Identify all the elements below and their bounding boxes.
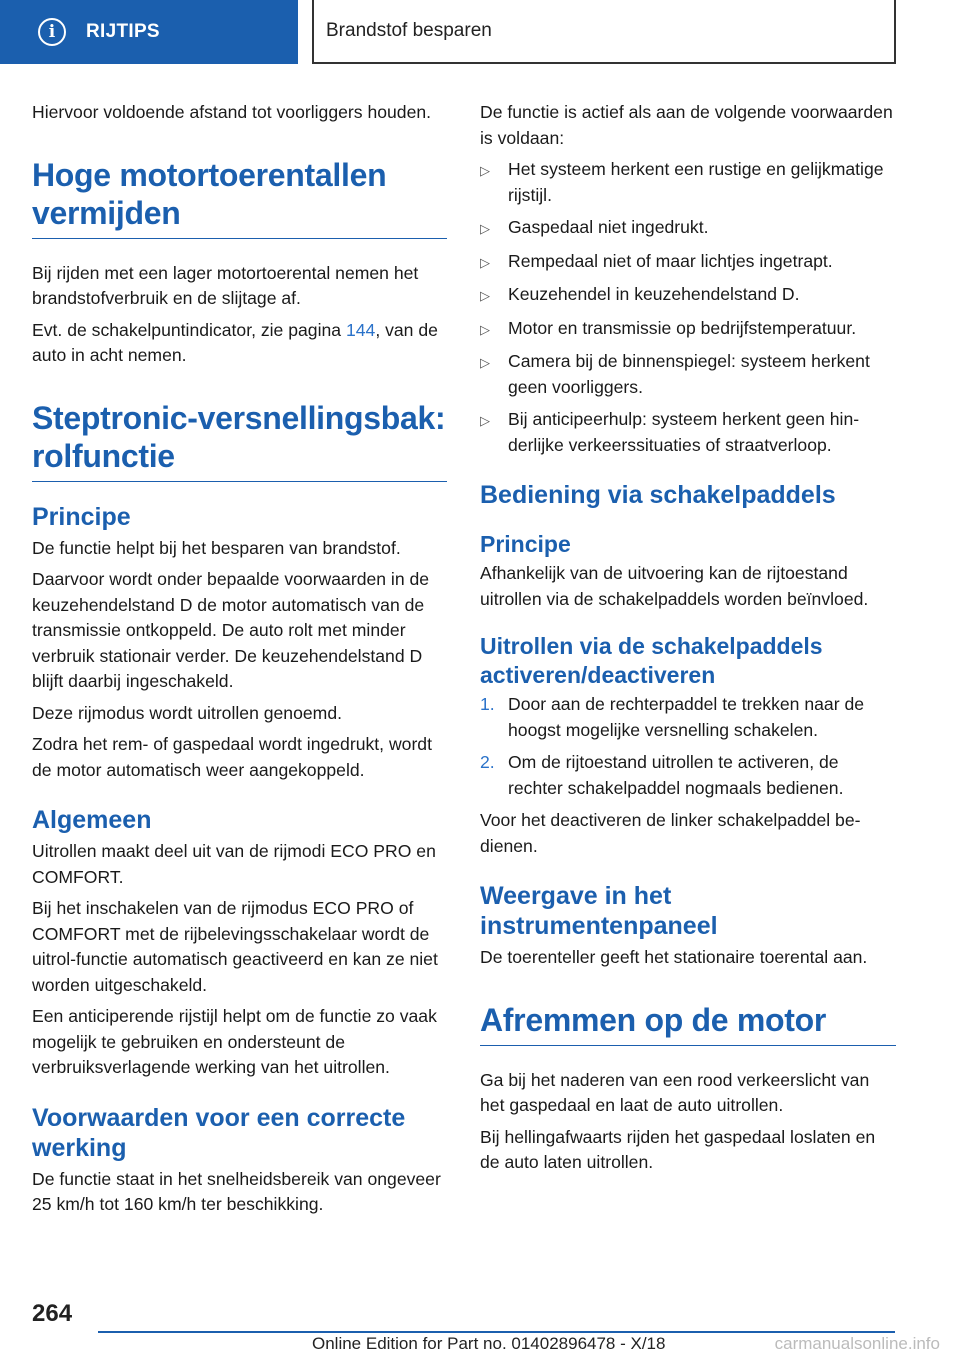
heading-afremmen: Afremmen op de motor <box>480 1001 896 1046</box>
paragraph: Zodra het rem- of gaspedaal wordt ingedrukt, wordt de motor automatisch weer aangekoppeld. <box>32 734 432 780</box>
list-item: ▷ Rempedaal niet of maar lichtjes ingetrapt. <box>480 249 896 276</box>
list-item: ▷ Motor en transmissie op bedrijfstemperatuur. <box>480 316 896 343</box>
paragraph: Daarvoor wordt onder bepaalde voorwaarden in de keuzehendelstand D de motor automatisch van de transmissie ontkoppeld. De auto rolt met minder verbruik stationair verder. De keuzehendelstand D blijft daarbij ingeschakeld. <box>32 569 430 691</box>
triangle-right-icon: ▷ <box>480 413 490 428</box>
edition-text: Online Edition for Part no. 01402896478 - X/18 <box>312 1334 666 1353</box>
paragraph: Bij het inschakelen van de rijmodus ECO PRO of COMFORT met de rijbelevingsschakelaar wordt de uitrol-functie automatisch geactiveerd en kan ze niet worden uitgeschakeld. <box>32 898 438 995</box>
footer-divider <box>98 1331 895 1333</box>
page-link-144[interactable]: 144 <box>345 319 376 340</box>
paragraph: Hiervoor voldoende afstand tot voorliggers houden. <box>32 102 432 122</box>
left-column <box>32 100 447 1224</box>
paragraph: Deze rijmodus wordt uitrollen genoemd. <box>32 702 342 723</box>
heading-high-rpm: Hoge motortoerentallen vermijden <box>32 156 447 239</box>
paragraph: Ga bij het naderen van een rood verkeerslicht van het gaspedaal en laat de auto uitrollen. <box>480 1069 870 1115</box>
paragraph: De functie staat in het snelheidsbereik van ongeveer 25 km/h tot 160 km/h ter beschikking. <box>32 1168 441 1214</box>
heading-bediening: Bediening via schakelpaddels <box>480 481 836 509</box>
paragraph: Bij hellingafwaarts rijden het gaspedaal loslaten en de auto laten uitrollen. <box>480 1126 876 1172</box>
list-item: ▷ Gaspedaal niet ingedrukt. <box>480 215 896 242</box>
section-tab <box>0 0 298 64</box>
steps-list <box>480 692 896 801</box>
triangle-right-icon: ▷ <box>480 163 490 178</box>
triangle-right-icon: ▷ <box>480 321 490 337</box>
list-item: ▷ Keuzehendel in keuzehendelstand D. <box>480 282 896 309</box>
list-item: ▷ Bij anticipeerhulp: systeem herkent geen hinderlijke verkeerssituaties of straatverloop. <box>480 407 896 458</box>
paragraph: Afhankelijk van de uitvoering kan de rijtoestand uitrollen via de schakelpaddels worden beïnvloed. <box>480 563 869 609</box>
paragraph: De toerenteller geeft het stationaire toerental aan. <box>480 947 868 967</box>
paragraph: Een anticiperende rijstijl helpt om de functie zo vaak mogelijk te gebruiken en ondersteunt de verbruiksverlagende werking van het uitrollen. <box>32 1006 437 1077</box>
step-number: 1. <box>480 694 495 714</box>
list-item: 2. Om de rijtoestand uitrollen te activeren, de rechter schakelpaddel nogmaals bedienen. <box>480 750 896 801</box>
page-number: 264 <box>32 1300 73 1327</box>
heading-uitrollen: Uitrollen via de schakelpaddels activeren/deactiveren <box>480 633 823 688</box>
paragraph: Voor het deactiveren de linker schakelpaddel bedienen. <box>480 810 861 856</box>
heading-voorwaarden: Voorwaarden voor een correcte werking <box>32 1103 406 1162</box>
list-item: ▷ Camera bij de binnenspiegel: systeem herkent geen voorliggers. <box>480 349 896 400</box>
paragraph: Uitrollen maakt deel uit van de rijmodi ECO PRO en COMFORT. <box>32 841 436 887</box>
list-item: 1. Door aan de rechterpaddel te trekken naar de hoogst mogelijke versnelling schakelen. <box>480 692 896 743</box>
paragraph: De functie helpt bij het besparen van brandstof. <box>32 537 401 558</box>
heading-weergave: Weergave in het instrumentenpaneel <box>480 882 718 940</box>
right-column <box>480 100 896 1182</box>
triangle-right-icon: ▷ <box>480 221 490 236</box>
section-label: RIJTIPS <box>86 21 160 42</box>
chapter-title: Brandstof besparen <box>312 0 896 64</box>
heading-steptronic: Steptronic-versnellingsbak: rolfunctie <box>32 399 447 482</box>
triangle-right-icon: ▷ <box>480 288 490 303</box>
paragraph: De functie is actief als aan de volgende voorwaarden is voldaan: <box>480 102 893 148</box>
conditions-list <box>480 157 896 458</box>
list-item: ▷ Het systeem herkent een rustige en gelijkmatige rijstijl. <box>480 157 896 208</box>
heading-algemeen: Algemeen <box>32 806 152 834</box>
heading-principe-2: Principe <box>480 531 571 557</box>
paragraph-with-link: Evt. de schakelpuntindicator, zie pagina 144, van de auto in acht nemen. <box>32 319 438 365</box>
triangle-right-icon: ▷ <box>480 355 490 370</box>
info-icon: i <box>38 18 66 46</box>
paragraph: Bij rijden met een lager motortoerental nemen het brandstofverbruik en de slijtage af. <box>32 262 419 308</box>
triangle-right-icon: ▷ <box>480 254 490 270</box>
watermark: carmanualsonline.info <box>774 1334 940 1353</box>
step-number: 2. <box>480 752 495 772</box>
heading-principe: Principe <box>32 502 131 531</box>
